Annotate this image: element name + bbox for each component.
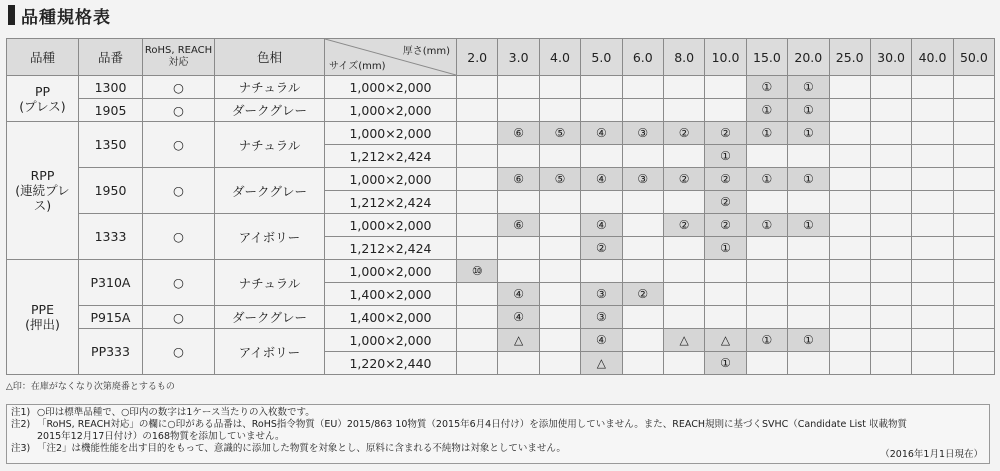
- thickness-cell: [457, 76, 498, 99]
- thickness-cell: [870, 99, 911, 122]
- size-cell: 1,000×2,000: [325, 168, 457, 191]
- thickness-cell: ①: [788, 214, 829, 237]
- page-title-block: [8, 4, 111, 26]
- thickness-cell: ②: [663, 214, 704, 237]
- thickness-cell: ④: [581, 168, 622, 191]
- thickness-cell: [622, 260, 663, 283]
- thickness-cell: △: [498, 329, 539, 352]
- size-cell: 1,000×2,000: [325, 76, 457, 99]
- thickness-cell: [581, 145, 622, 168]
- thickness-cell: [457, 122, 498, 145]
- thickness-cell: ①: [705, 145, 746, 168]
- thickness-cell: [498, 191, 539, 214]
- thickness-cell: [953, 214, 994, 237]
- thickness-cell: [498, 76, 539, 99]
- thickness-cell: [912, 214, 953, 237]
- header-row: [7, 39, 995, 76]
- thickness-cell: ①: [788, 99, 829, 122]
- thickness-cell: [788, 145, 829, 168]
- thickness-cell: ③: [581, 283, 622, 306]
- color-cell: ダークグレー: [215, 99, 325, 122]
- thickness-cell: [829, 99, 870, 122]
- note-row: [11, 419, 985, 431]
- rohs-cell: ○: [143, 122, 215, 168]
- thickness-cell: [912, 76, 953, 99]
- color-cell: ナチュラル: [215, 76, 325, 99]
- thickness-cell: [539, 214, 580, 237]
- thickness-cell: [539, 145, 580, 168]
- size-cell: 1,000×2,000: [325, 99, 457, 122]
- thickness-cell: [829, 352, 870, 375]
- thickness-cell: [746, 352, 787, 375]
- thickness-cell: △: [663, 329, 704, 352]
- size-cell: 1,220×2,440: [325, 352, 457, 375]
- thickness-cell: [870, 283, 911, 306]
- thickness-cell: ④: [498, 306, 539, 329]
- thickness-cell: [788, 306, 829, 329]
- thickness-cell: [746, 306, 787, 329]
- code-cell: P915A: [79, 306, 143, 329]
- code-cell: P310A: [79, 260, 143, 306]
- size-cell: 1,400×2,000: [325, 283, 457, 306]
- table-row: [7, 214, 995, 237]
- thickness-cell: [457, 99, 498, 122]
- thickness-cell: [870, 191, 911, 214]
- thickness-cell: ⑥: [498, 214, 539, 237]
- thickness-cell: [870, 145, 911, 168]
- header-variety: 品種: [7, 39, 79, 76]
- thickness-cell: [912, 191, 953, 214]
- thickness-cell: [663, 283, 704, 306]
- code-cell: 1333: [79, 214, 143, 260]
- thickness-cell: ①: [705, 352, 746, 375]
- color-cell: ダークグレー: [215, 168, 325, 214]
- thickness-cell: [539, 352, 580, 375]
- thickness-cell: ③: [622, 168, 663, 191]
- thickness-cell: ②: [663, 168, 704, 191]
- thickness-cell: [663, 145, 704, 168]
- variety-cell: PPE (押出): [7, 260, 79, 375]
- thickness-cell: ④: [581, 329, 622, 352]
- thickness-cell: [539, 99, 580, 122]
- rohs-cell: ○: [143, 329, 215, 375]
- thickness-cell: [705, 283, 746, 306]
- thickness-cell: [829, 237, 870, 260]
- thickness-cell: [746, 283, 787, 306]
- thickness-cell: [870, 214, 911, 237]
- header-t-4: 6.0: [622, 39, 663, 76]
- thickness-cell: ②: [581, 237, 622, 260]
- thickness-cell: ⑥: [498, 122, 539, 145]
- table-row: [7, 99, 995, 122]
- thickness-cell: ①: [746, 214, 787, 237]
- thickness-cell: [746, 260, 787, 283]
- thickness-cell: [912, 99, 953, 122]
- header-code: 品番: [79, 39, 143, 76]
- as-of-date: （2016年1月1日現在）: [880, 449, 983, 460]
- note-label: [11, 431, 37, 443]
- thickness-cell: [498, 260, 539, 283]
- thickness-cell: [953, 99, 994, 122]
- thickness-cell: [622, 352, 663, 375]
- header-t-2: 4.0: [539, 39, 580, 76]
- thickness-cell: [788, 352, 829, 375]
- thickness-cell: [912, 329, 953, 352]
- thickness-cell: ①: [746, 122, 787, 145]
- code-cell: 1300: [79, 76, 143, 99]
- thickness-cell: [953, 306, 994, 329]
- page-title: 品種規格表: [21, 7, 111, 28]
- thickness-cell: ②: [705, 122, 746, 145]
- note-text: ○印は標準品種で、○印内の数字は1ケース当たりの入枚数です。: [37, 407, 315, 418]
- size-cell: 1,000×2,000: [325, 329, 457, 352]
- header-t-0: 2.0: [457, 39, 498, 76]
- color-cell: アイボリー: [215, 329, 325, 375]
- thickness-cell: ②: [622, 283, 663, 306]
- thickness-cell: [788, 191, 829, 214]
- header-t-11: 40.0: [912, 39, 953, 76]
- thickness-cell: [788, 237, 829, 260]
- thickness-cell: ①: [746, 168, 787, 191]
- rohs-cell: ○: [143, 306, 215, 329]
- thickness-cell: [622, 76, 663, 99]
- size-cell: 1,000×2,000: [325, 214, 457, 237]
- header-t-10: 30.0: [870, 39, 911, 76]
- thickness-cell: [870, 260, 911, 283]
- table-row: [7, 76, 995, 99]
- thickness-cell: ①: [746, 99, 787, 122]
- thickness-cell: [622, 237, 663, 260]
- thickness-cell: ③: [622, 122, 663, 145]
- thickness-cell: [705, 260, 746, 283]
- thickness-cell: ④: [581, 214, 622, 237]
- thickness-cell: ⑤: [539, 168, 580, 191]
- thickness-cell: [746, 145, 787, 168]
- header-t-6: 10.0: [705, 39, 746, 76]
- thickness-cell: [953, 191, 994, 214]
- thickness-cell: [663, 260, 704, 283]
- rohs-cell: ○: [143, 260, 215, 306]
- thickness-cell: [457, 306, 498, 329]
- thickness-cell: [581, 76, 622, 99]
- thickness-cell: [829, 306, 870, 329]
- thickness-cell: [663, 99, 704, 122]
- thickness-cell: ⑤: [539, 122, 580, 145]
- thickness-cell: [870, 168, 911, 191]
- thickness-cell: [829, 122, 870, 145]
- thickness-cell: ④: [581, 122, 622, 145]
- thickness-cell: [457, 283, 498, 306]
- header-t-3: 5.0: [581, 39, 622, 76]
- thickness-cell: [539, 329, 580, 352]
- thickness-cell: [912, 145, 953, 168]
- spec-table: [6, 38, 995, 375]
- header-t-5: 8.0: [663, 39, 704, 76]
- thickness-cell: [746, 237, 787, 260]
- thickness-cell: [705, 76, 746, 99]
- table-row: [7, 168, 995, 191]
- thickness-cell: [829, 214, 870, 237]
- thickness-cell: [788, 260, 829, 283]
- notes-box: [6, 404, 990, 464]
- thickness-cell: [953, 329, 994, 352]
- header-t-12: 50.0: [953, 39, 994, 76]
- thickness-cell: [457, 237, 498, 260]
- header-t-8: 20.0: [788, 39, 829, 76]
- rohs-cell: ○: [143, 76, 215, 99]
- thickness-cell: △: [581, 352, 622, 375]
- thickness-cell: [829, 260, 870, 283]
- table-row: [7, 306, 995, 329]
- thickness-cell: [539, 76, 580, 99]
- thickness-cell: [581, 99, 622, 122]
- code-cell: 1950: [79, 168, 143, 214]
- thickness-cell: ②: [663, 122, 704, 145]
- thickness-cell: [539, 283, 580, 306]
- thickness-cell: [457, 352, 498, 375]
- thickness-cell: [622, 306, 663, 329]
- thickness-cell: [622, 145, 663, 168]
- size-cell: 1,400×2,000: [325, 306, 457, 329]
- thickness-cell: [581, 191, 622, 214]
- note-row: [11, 407, 985, 419]
- thickness-cell: [912, 306, 953, 329]
- variety-cell: PP (プレス): [7, 76, 79, 122]
- thickness-cell: [870, 306, 911, 329]
- thickness-cell: [912, 260, 953, 283]
- header-t-1: 3.0: [498, 39, 539, 76]
- thickness-cell: [539, 306, 580, 329]
- thickness-cell: [788, 283, 829, 306]
- thickness-cell: ②: [705, 214, 746, 237]
- rohs-cell: ○: [143, 99, 215, 122]
- thickness-cell: [705, 99, 746, 122]
- size-cell: 1,000×2,000: [325, 122, 457, 145]
- table-row: [7, 260, 995, 283]
- note-row: [11, 431, 985, 443]
- thickness-cell: [622, 214, 663, 237]
- table-row: [7, 329, 995, 352]
- header-size-thickness: [325, 39, 457, 76]
- note-text: 「注2」は機能性能を出す目的をもって、意識的に添加した物質を対象とし、原料に含まれる不純物は対象としていません。: [37, 443, 566, 454]
- color-cell: アイボリー: [215, 214, 325, 260]
- thickness-cell: ①: [788, 329, 829, 352]
- thickness-cell: ①: [705, 237, 746, 260]
- note-label: 注1): [11, 407, 31, 418]
- thickness-cell: [870, 237, 911, 260]
- thickness-cell: [953, 352, 994, 375]
- thickness-cell: [829, 283, 870, 306]
- variety-cell: RPP (連続プレス): [7, 122, 79, 260]
- thickness-cell: [912, 352, 953, 375]
- thickness-cell: [663, 352, 704, 375]
- header-t-7: 15.0: [746, 39, 787, 76]
- thickness-cell: [705, 306, 746, 329]
- color-cell: ダークグレー: [215, 306, 325, 329]
- thickness-cell: ①: [788, 76, 829, 99]
- header-color: 色相: [215, 39, 325, 76]
- legend-note: △印：在庫がなくなり次第廃番とするもの: [6, 382, 175, 392]
- thickness-cell: ⑥: [498, 168, 539, 191]
- thickness-cell: [829, 145, 870, 168]
- thickness-cell: [746, 191, 787, 214]
- thickness-cell: [498, 352, 539, 375]
- thickness-cell: [912, 168, 953, 191]
- note-row: [11, 443, 985, 455]
- thickness-cell: [953, 76, 994, 99]
- thickness-cell: [663, 191, 704, 214]
- thickness-cell: [912, 283, 953, 306]
- header-size: サイズ(mm): [329, 61, 386, 72]
- thickness-cell: [953, 260, 994, 283]
- thickness-cell: △: [705, 329, 746, 352]
- thickness-cell: [622, 99, 663, 122]
- title-marker: [8, 5, 15, 25]
- thickness-cell: ①: [788, 168, 829, 191]
- color-cell: ナチュラル: [215, 122, 325, 168]
- thickness-cell: [953, 168, 994, 191]
- thickness-cell: ④: [498, 283, 539, 306]
- thickness-cell: [829, 168, 870, 191]
- note-text: 2015年12月17日付け）の168物質を添加していません。: [37, 431, 285, 442]
- thickness-cell: ①: [746, 76, 787, 99]
- thickness-cell: [663, 306, 704, 329]
- thickness-cell: [539, 191, 580, 214]
- thickness-cell: [870, 122, 911, 145]
- thickness-cell: [498, 237, 539, 260]
- thickness-cell: [663, 237, 704, 260]
- thickness-cell: [870, 352, 911, 375]
- thickness-cell: [912, 237, 953, 260]
- thickness-cell: [539, 237, 580, 260]
- thickness-cell: [457, 214, 498, 237]
- table-row: [7, 122, 995, 145]
- thickness-cell: [870, 76, 911, 99]
- thickness-cell: [498, 145, 539, 168]
- thickness-cell: [663, 76, 704, 99]
- rohs-cell: ○: [143, 214, 215, 260]
- thickness-cell: [829, 76, 870, 99]
- size-cell: 1,212×2,424: [325, 191, 457, 214]
- note-text: 「RoHS, REACH対応」の欄に○印がある品番は、RoHS指令物質（EU）2015/863 10物質（2015年6月4日付け）を添加使用していません。また、REACH規則に基づくSVHC（Candidate List 収載物質: [37, 419, 908, 430]
- size-cell: 1,000×2,000: [325, 260, 457, 283]
- thickness-cell: [539, 260, 580, 283]
- thickness-cell: ②: [705, 191, 746, 214]
- thickness-cell: [457, 145, 498, 168]
- thickness-cell: ⑩: [457, 260, 498, 283]
- thickness-cell: [457, 168, 498, 191]
- thickness-cell: [953, 237, 994, 260]
- note-label: 注3): [11, 443, 31, 454]
- thickness-cell: [912, 122, 953, 145]
- thickness-cell: [829, 191, 870, 214]
- thickness-cell: [457, 329, 498, 352]
- thickness-cell: [498, 99, 539, 122]
- size-cell: 1,212×2,424: [325, 237, 457, 260]
- code-cell: 1905: [79, 99, 143, 122]
- rohs-cell: ○: [143, 168, 215, 214]
- spec-table-body: [7, 76, 995, 375]
- thickness-cell: ②: [705, 168, 746, 191]
- thickness-cell: ①: [746, 329, 787, 352]
- thickness-cell: [953, 283, 994, 306]
- code-cell: 1350: [79, 122, 143, 168]
- thickness-cell: [953, 145, 994, 168]
- color-cell: ナチュラル: [215, 260, 325, 306]
- thickness-cell: [953, 122, 994, 145]
- thickness-cell: [870, 329, 911, 352]
- thickness-cell: [622, 329, 663, 352]
- header-thickness: 厚さ(mm): [402, 46, 450, 57]
- code-cell: PP333: [79, 329, 143, 375]
- thickness-cell: ①: [788, 122, 829, 145]
- header-rohs: RoHS, REACH対応: [143, 39, 215, 76]
- thickness-cell: ③: [581, 306, 622, 329]
- size-cell: 1,212×2,424: [325, 145, 457, 168]
- thickness-cell: [622, 191, 663, 214]
- thickness-cell: [581, 260, 622, 283]
- thickness-cell: [457, 191, 498, 214]
- note-label: 注2): [11, 419, 31, 430]
- header-t-9: 25.0: [829, 39, 870, 76]
- thickness-cell: [829, 329, 870, 352]
